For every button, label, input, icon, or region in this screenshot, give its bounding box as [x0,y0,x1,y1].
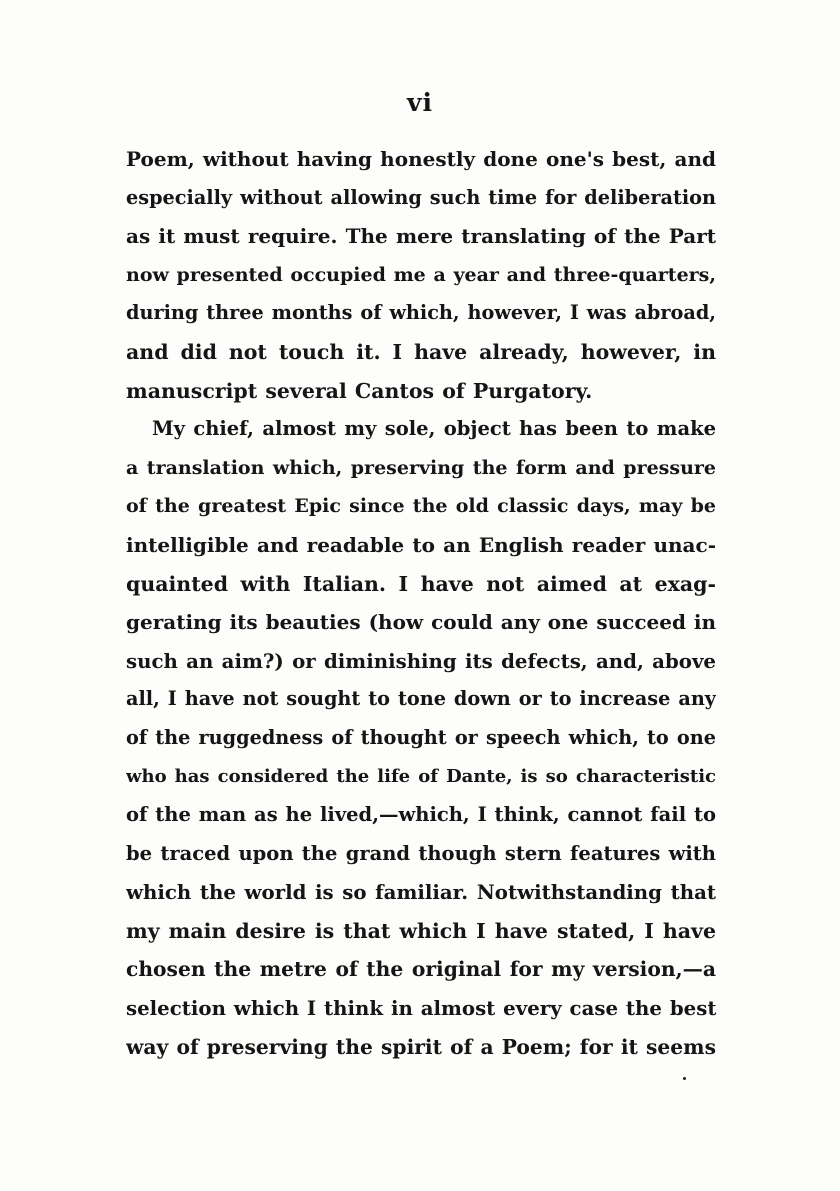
text-line: such an aim?) or diminishing its defects, and, above [126,648,716,673]
text-line: My chief, almost my sole, object has been to make [152,417,716,441]
text-line: way of preserving the spirit of a Poem; for it seems [126,1034,716,1059]
text-line: selection which I think in almost every case the best [126,996,716,1021]
ink-speck [683,1077,686,1080]
text-line: and did not touch it. I have already, however, in [126,339,716,364]
paragraph-1 [126,140,716,410]
text-line: manuscript several Cantos of Purgatory. [126,378,593,403]
page-number: vi [406,88,434,117]
text-line: chosen the metre of the original for my version,—a [126,957,716,982]
text-line: of the ruggedness of thought or speech which, to one [126,725,716,749]
text-line: of the man as he lived,—which, I think, cannot fail to [126,803,716,827]
text-line: quainted with Italian. I have not aimed at exag- [126,571,716,596]
text-line: a translation which, preserving the form and pressure [126,456,716,479]
text-line: of the greatest Epic since the old classic days, may be [126,495,716,518]
text-line: as it must require. The mere translating of the Part [126,224,716,249]
text-line: all, I have not sought to tone down or to increase any [126,687,716,711]
text-line: Poem, without having honestly done one's best, and [126,147,716,171]
text-line: during three months of which, however, I was abroad, [126,301,716,325]
text-line: my main desire is that which I have stated, I have [126,918,716,943]
text-line: especially without allowing such time for deliberation [126,185,716,209]
body-text [126,140,716,1066]
paragraph-2 [126,410,716,1066]
text-line: which the world is so familiar. Notwithstanding that [126,880,716,905]
text-line: now presented occupied me a year and three-quarters, [126,263,716,286]
text-line: gerating its beauties (how could any one succeed in [126,610,716,635]
text-line: who has considered the life of Dante, is so characteristic [126,765,716,787]
text-line: intelligible and readable to an English reader unac- [126,532,716,557]
text-line: be traced upon the grand though stern features with [126,841,716,865]
